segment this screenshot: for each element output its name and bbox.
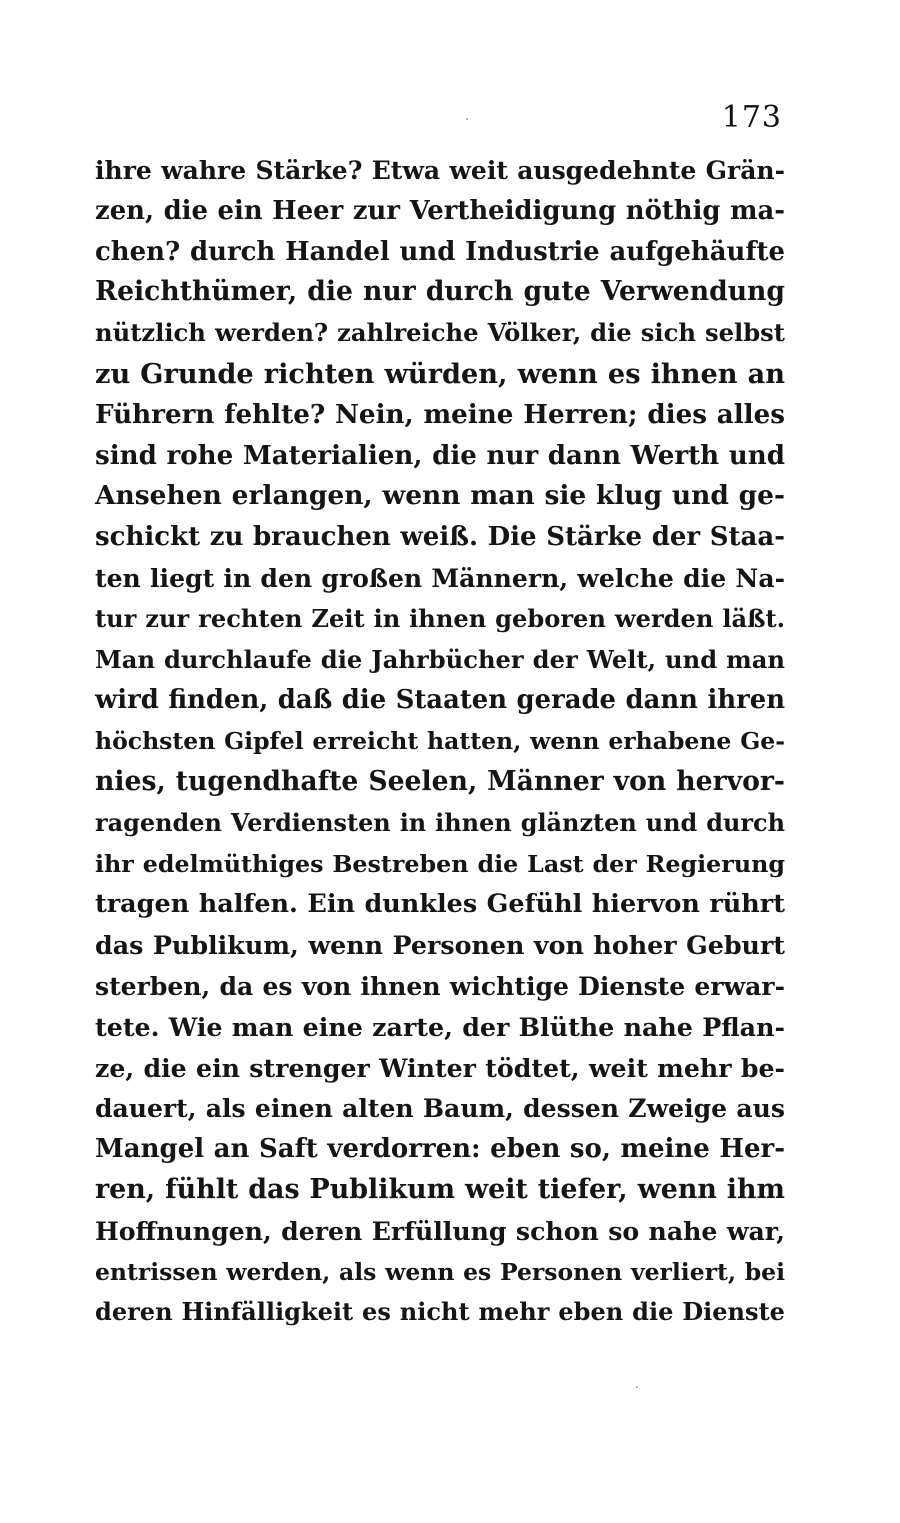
text-line: sind rohe Materialien, die nur dann Werth und [95, 439, 785, 471]
text-line: deren Hinfälligkeit es nicht mehr eben die Dienste [95, 1297, 785, 1327]
text-line: Führern fehlte? Nein, meine Herren; dies alles [95, 398, 785, 430]
body-text [95, 150, 785, 1333]
text-line: höchsten Gipfel erreicht hatten, wenn erhabene Ge- [95, 727, 785, 756]
text-line: nützlich werden? zahlreiche Völker, die sich selbst [95, 318, 785, 348]
text-line: tete. Wie man eine zarte, der Blüthe nahe Pflan- [95, 1011, 785, 1042]
text-line: schickt zu brauchen weiß. Die Stärke der Staa- [95, 522, 785, 553]
text-line: chen? durch Handel und Industrie aufgehäufte [95, 236, 785, 267]
text-line: Hoffnungen, deren Erfüllung schon so nahe war, [95, 1215, 785, 1246]
paper-speck [466, 118, 468, 120]
text-line: das Publikum, wenn Personen von hoher Geburt [95, 930, 785, 961]
text-line: zu Grunde richten würden, wenn es ihnen an [95, 357, 785, 390]
text-line: Ansehen erlangen, wenn man sie klug und ge- [95, 480, 785, 512]
text-line: ragenden Verdiensten in ihnen glänzten und durch [95, 808, 785, 837]
text-line: ten liegt in den großen Männern, welche die Na- [95, 562, 785, 593]
text-line: tragen halfen. Ein dunkles Gefühl hiervon rührt [95, 889, 785, 920]
text-line: ze, die ein strenger Winter tödtet, weit mehr be- [95, 1052, 785, 1083]
page-number: 173 [721, 100, 782, 135]
text-line: sterben, da es von ihnen wichtige Dienste erwar- [95, 970, 785, 1001]
text-line: nies, tugendhafte Seelen, Männer von hervor- [95, 765, 785, 797]
text-line: zen, die ein Heer zur Vertheidigung nöthig ma- [95, 195, 785, 226]
text-line: Man durchlaufe die Jahrbücher der Welt, und man [95, 644, 785, 674]
text-line: tur zur rechten Zeit in ihnen geboren werden läßt. [95, 603, 785, 633]
text-line: ihr edelmüthiges Bestreben die Last der Regierung [95, 849, 785, 878]
text-line: Mangel an Saft verdorren: eben so, meine Her- [95, 1134, 785, 1165]
paper-speck [636, 1386, 638, 1388]
text-line: wird finden, daß die Staaten gerade dann ihren [95, 685, 785, 716]
text-line: ihre wahre Stärke? Etwa weit ausgedehnte Grän- [95, 155, 785, 185]
text-line: dauert, als einen alten Baum, dessen Zweige aus [95, 1093, 785, 1124]
text-line: Reichthümer, die nur durch gute Verwendung [95, 276, 785, 308]
text-line: ren, fühlt das Publikum weit tiefer, wenn ihm [95, 1173, 785, 1205]
text-line: entrissen werden, als wenn es Personen verliert, bei [95, 1257, 785, 1286]
